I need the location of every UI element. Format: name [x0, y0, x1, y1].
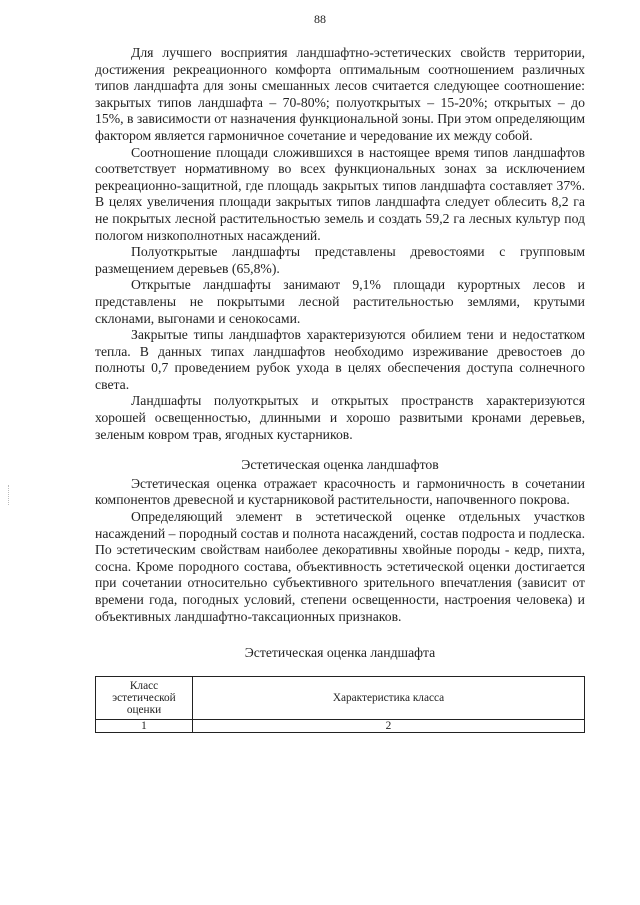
section-paragraph-1: Эстетическая оценка отражает красочность и гармоничность в сочетании компонентов древесной и кустарниковой растительности, напочвенного покрова.: [95, 475, 585, 508]
aesthetic-assessment-table: [95, 676, 585, 733]
paragraph-3: Полуоткрытые ландшафты представлены древостоями с групповым размещением деревьев (65,8%).: [95, 244, 585, 276]
document-body: [95, 45, 585, 733]
table-number-row: [96, 719, 585, 732]
paragraph-4: Открытые ландшафты занимают 9,1% площади курортных лесов и представлены не покрытыми лесной растительностью землями, крутыми склонами, выгонами и сенокосами.: [95, 277, 585, 326]
table-column-number-2: 2: [193, 719, 585, 732]
page-number: 88: [314, 12, 326, 26]
paragraph-2: Соотношение площади сложившихся в настоящее время типов ландшафтов соответствует нормативному во всех функциональных зонах за исключением рекреационно-защитной, где площадь закрытых типов ландшафта составляет 37%. В целях увеличения площади закрытых типов ландшафта следует облесить 8,2 га не покрытых лесной растительностью земель и создать 59,2 га лесных культур под пологом низкополнотных насаждений.: [95, 144, 585, 243]
paragraph-1: Для лучшего восприятия ландшафтно-эстетических свойств территории, достижения рекреационного комфорта оптимальным соотношением различных типов ландшафта для зоны смешанных лесов считается следующее соотношение: закрытых типов ландшафта – 70-80%; полуоткрытых – 15-20%; открытых – до 15%, в зависимости от назначения функциональной зоны. При этом определяющим фактором является гармоничное сочетание и чередование их между собой.: [95, 45, 585, 143]
table-header-class: Класс эстетической оценки: [96, 676, 193, 719]
table-header-row: [96, 676, 585, 719]
table-caption: Эстетическая оценка ландшафта: [244, 645, 436, 661]
table-column-number-1: 1: [96, 719, 193, 732]
scan-margin-specks: [8, 485, 11, 505]
section-heading: Эстетическая оценка ландшафтов: [241, 457, 439, 473]
section-paragraph-2: Определяющий элемент в эстетической оценке отдельных участков насаждений – породный состав и полнота насаждений, состав подроста и подлеска. По эстетическим свойствам наиболее декоративны хвойные породы - кедр, пихта, сосна. Кроме породного состава, объективность эстетической оценки достигается при сочетании относительно субъективного зрительного впечатления (зависит от времени года, погодных условий, степени освещенности, настроения человека) и объективных ландшафтно-таксационных признаков.: [95, 509, 585, 624]
paragraph-5: Закрытые типы ландшафтов характеризуются обилием тени и недостатком тепла. В данных типах ландшафтов необходимо изреживание древостоев до полноты 0,7 проведением рубок ухода в целях обеспечения доступа солнечного света.: [95, 327, 585, 392]
table-header-characteristic: Характеристика класса: [193, 676, 585, 719]
paragraph-6: Ландшафты полуоткрытых и открытых пространств характеризуются хорошей освещенностью, длинными и хорошо развитыми кронами деревьев, зеленым ковром трав, ягодных кустарников.: [95, 393, 585, 442]
